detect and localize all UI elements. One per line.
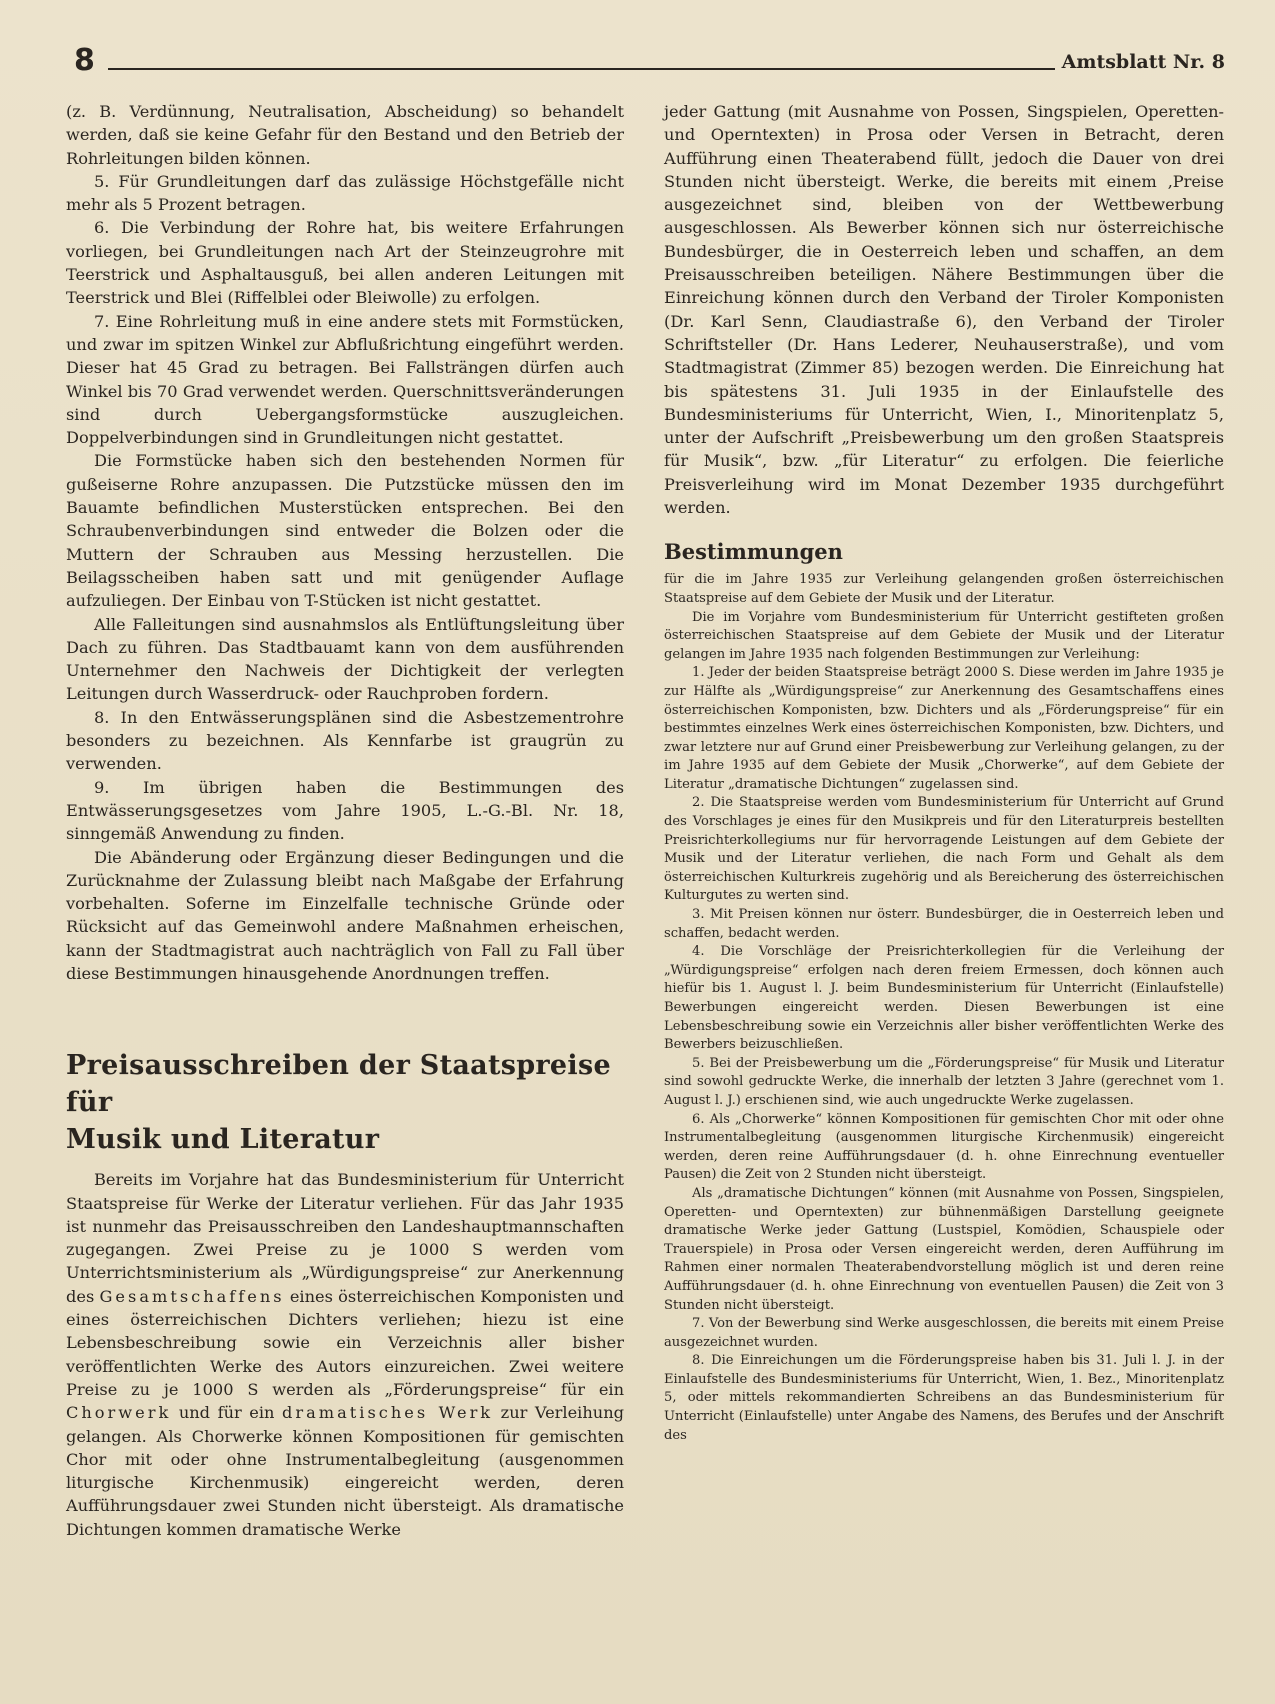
article-text: Bereits im Vorjahre hat das Bundesministerium für Unterricht Staatspreise für Werke der Literatur verliehen. Für das Jahr 1935 ist nunmehr das Preisausschreiben den Landeshauptmannschaften zugegangen. Zwei Preise zu je 1000 S werden vom Unterrichtsministerium als „Würdigungspreise“ zur Anerkennung des: [66, 1170, 624, 1306]
rule-paragraph: für die im Jahre 1935 zur Verleihung gelangenden großen österreichischen Staatspreise auf dem Gebiete der Musik und der Literatur.: [664, 572, 1224, 606]
regulations-continuation: [66, 100, 624, 985]
article-paragraph: [66, 1168, 624, 1541]
rule-paragraph: 8. Die Einreichungen um die Förderungspreise haben bis 31. Juli l. J. in der Einlaufstelle des Bundesministeriums für Unterricht, Wien, 1. Bez., Minoritenplatz 5, oder mittels rekommandierten Schreibens an das Bundesministerium für Unterricht (Einlaufstelle) unter Angabe des Namens, des Berufes und der Anschrift des: [664, 1353, 1224, 1443]
page-number: 8: [74, 43, 95, 78]
gazette-title: Amtsblatt Nr. 8: [1061, 51, 1225, 73]
rule-paragraph: Als „dramatische Dichtungen“ können (mit Ausnahme von Possen, Singspielen, Operetten- und Operntexten) zur bühnenmäßigen Darstellung geeignete dramatische Werke jeder Gattung (Lustspiel, Komödien, Schauspiele oder Trauerspiele) in Prosa oder Versen eingereicht werden, deren Aufführung im Rahmen einer normalen Theaterabendvorstellung möglich ist und deren reine Aufführungsdauer (d. h. ohne Einrechnung von eventuellen Pausen) die Zeit von 3 Stunden nicht übersteigt.: [664, 1185, 1224, 1313]
section-subheading: Bestimmungen: [664, 539, 843, 565]
paragraph: jeder Gattung (mit Ausnahme von Possen, Singspielen, Operetten- und Operntexten) in Prosa oder Versen in Betracht, deren Aufführung einen Theaterabend füllt, jedoch die Dauer von drei Stunden nicht übersteigt. Werke, die bereits mit einem ‚Preise ausgezeichnet sind, bleiben von der Wettbewerbung ausgeschlossen. Als Bewerber können sich nur österreichische Bundesbürger, die in Oesterreich leben und schaffen, an dem Preisausschreiben beteiligen. Nähere Bestimmungen über die Einreichung können durch den Verband der Tiroler Komponisten (Dr. Karl Senn, Claudiastraße 6), den Verband der Tiroler Schriftsteller (Dr. Hans Lederer, Neuhauserstraße), und vom Stadtmagistrat (Zimmer 85) bezogen werden. Die Einreichung hat bis spätestens 31. Juli 1935 in der Einlaufstelle des Bundesministeriums für Unterricht, Wien, I., Minoritenplatz 5, unter der Aufschrift „Preisbewerbung um den großen Staatspreis für Musik“, bzw. „für Literatur“ zu erfolgen. Die feierliche Preisverleihung wird im Monat Dezember 1935 durchgeführt werden.: [664, 102, 1224, 518]
emphasis-text: dramatisches Werk: [282, 1403, 494, 1423]
rule-paragraph: 3. Mit Preisen können nur österr. Bundesbürger, die in Oesterreich leben und schaffen, bedacht werden.: [664, 907, 1224, 941]
paragraph: Die Formstücke haben sich den bestehenden Normen für gußeiserne Rohre anzupassen. Die Putzstücke müssen den im Bauamte befindlichen Musterstücken entsprechen. Bei den Schraubenverbindungen sind entweder die Bolzen oder die Muttern der Schrauben aus Messing herzustellen. Die Beilagsscheiben haben satt und mit genügender Auflage aufzuliegen. Der Einbau von T-Stücken ist nicht gestattet.: [66, 451, 624, 611]
paragraph: (z. B. Verdünnung, Neutralisation, Abscheidung) so behandelt werden, daß sie keine Gefahr für den Bestand und den Betrieb der Rohrleitungen bilden können.: [66, 102, 624, 168]
article-heading-line-1: Preisausschreiben der Staatspreise für: [66, 1050, 611, 1119]
rule-paragraph: 6. Als „Chorwerke“ können Kompositionen für gemischten Chor mit oder ohne Instrumentalbegleitung (ausgenommen liturgische Kirchenmusik) eingereicht werden, deren reine Aufführungsdauer (d. h. ohne Einrechnung eventueller Pausen) die Zeit von 2 Stunden nicht übersteigt.: [664, 1111, 1224, 1183]
paragraph: 7. Eine Rohrleitung muß in eine andere stets mit Formstücken, und zwar im spitzen Winkel zur Abflußrichtung eingeführt werden. Dieser hat 45 Grad zu betragen. Bei Fallsträngen dürfen auch Winkel bis 70 Grad verwendet werden. Querschnittsveränderungen sind durch Uebergangsformstücke auszugleichen. Doppelverbindungen sind in Grundleitungen nicht gestattet.: [66, 311, 624, 448]
rule-paragraph: 2. Die Staatspreise werden vom Bundesministerium für Unterricht auf Grund des Vorschlages je eines für den Musikpreis und für den Literaturpreis bestellten Preisrichterkollegiums nur für hervorragende Leistungen auf dem Gebiete der Musik und der Literatur verliehen, die nach Form und Gehalt als dem österreichischen Kulturkreis zugehörig und als Bereicherung des österreichischen Kulturgutes zu werten sind.: [664, 795, 1224, 904]
article-body: [66, 1168, 624, 1541]
article-continuation: [664, 100, 1224, 519]
emphasis-text: Gesamtschaffens: [99, 1286, 285, 1306]
header-rule: [108, 68, 1055, 70]
paragraph: Alle Falleitungen sind ausnahmslos als Entlüftungsleitung über Dach zu führen. Das Stadtbauamt kann von dem ausführenden Unternehmer den Nachweis der Dichtigkeit der verlegten Leitungen durch Wasserdruck- oder Rauchproben fordern.: [66, 614, 624, 704]
paragraph: Die Abänderung oder Ergänzung dieser Bedingungen und die Zurücknahme der Zulassung bleibt nach Maßgabe der Erfahrung vorbehalten. Soferne im Einzelfalle technische Gründe oder Rücksicht auf das Gemeinwohl andere Maßnahmen erheischen, kann der Stadtmagistrat auch nachträglich von Fall zu Fall über diese Bestimmungen hinausgehende Anordnungen treffen.: [66, 847, 624, 983]
right-column: [664, 100, 1224, 1445]
rule-paragraph: 7. Von der Bewerbung sind Werke ausgeschlossen, die bereits mit einem Preise ausgezeichnet wurden.: [664, 1316, 1224, 1350]
left-column: [66, 100, 624, 1541]
paragraph: 5. Für Grundleitungen darf das zulässige Höchstgefälle nicht mehr als 5 Prozent betragen.: [66, 171, 624, 215]
rule-paragraph: Die im Vorjahre vom Bundesministerium für Unterricht gestifteten großen österreichischen Staatspreise auf dem Gebiete der Musik und der Literatur gelangen im Jahre 1935 nach folgenden Bestimmungen zur Verleihung:: [664, 609, 1224, 662]
emphasis-text: Chorwerk: [66, 1403, 172, 1423]
paragraph: 6. Die Verbindung der Rohre hat, bis weitere Erfahrungen vorliegen, bei Grundleitungen nach Art der Steinzeugrohre mit Teerstrick und Asphaltausguß, bei allen anderen Leitungen mit Teerstrick und Blei (Riffelblei oder Bleiwolle) zu erfolgen.: [66, 218, 624, 308]
paragraph: 8. In den Entwässerungsplänen sind die Asbestzementrohre besonders zu bezeichnen. Als Kennfarbe ist graugrün zu verwenden.: [66, 707, 624, 774]
rule-paragraph: 5. Bei der Preisbewerbung um die „Förderungspreise“ für Musik und Literatur sind sowohl gedruckte Werke, die innerhalb der letzten 3 Jahre (gerechnet vom 1. August l. J.) erschienen sind, wie auch ungedruckte Werke zugelassen.: [664, 1055, 1224, 1108]
article-text: zur Verleihung gelangen. Als Chorwerke können Kompositionen für gemischten Chor mit oder ohne Instrumentalbegleitung (ausgenommen liturgische Kirchenmusik) eingereicht werden, deren Aufführungsdauer zwei Stunden nicht übersteigt. Als dramatische Dichtungen kommen dramatische Werke: [66, 1403, 624, 1539]
article-heading: [66, 1047, 624, 1158]
rule-paragraph: 4. Die Vorschläge der Preisrichterkollegien für die Verleihung der „Würdigungspreise“ erfolgen nach deren freiem Ermessen, doch können auch hiefür bis 1. August l. J. beim Bundesministerium für Unterricht (Einlaufstelle) Bewerbungen eingereicht werden. Diesen Bewerbungen ist eine Lebensbeschreibung sowie ein Verzeichnis aller bisher veröffentlichten Werke des Bewerbers beizuschließen.: [664, 944, 1224, 1053]
article-text: eines österreichischen Komponisten und eines österreichischen Dichters verliehen; hiezu ist eine Lebensbeschreibung sowie ein Verzeichnis aller bisher veröffentlichten Werke des Autors einzureichen. Zwei weitere Preise zu je 1000 S werden als „Förderungspreise“ für ein: [66, 1286, 624, 1399]
rule-paragraph: 1. Jeder der beiden Staatspreise beträgt 2000 S. Diese werden im Jahre 1935 je zur Hälfte als „Würdigungspreise“ zur Anerkennung des Gesamtschaffens eines österreichischen Komponisten, bzw. Dichters und als „Förderungspreise“ für ein bestimmtes einzelnes Werk eines österreichischen Komponisten, bzw. Dichters, und zwar letztere nur auf Grund einer Preisbewerbung zur Verleihung gelangen, zu der im Jahre 1935 auf dem Gebiete der Musik „Chorwerke“, auf dem Gebiete der Literatur „dramatische Dichtungen“ zugelassen sind.: [664, 665, 1224, 792]
article-text: und für ein: [178, 1403, 275, 1423]
rules-list: [664, 571, 1224, 1445]
article-heading-line-2: Musik und Literatur: [66, 1124, 380, 1156]
paragraph: 9. Im übrigen haben die Bestimmungen des Entwässerungsgesetzes vom Jahre 1905, L.-G.-Bl. Nr. 18, sinngemäß Anwendung zu finden.: [66, 777, 624, 844]
page-header: [74, 44, 1225, 80]
